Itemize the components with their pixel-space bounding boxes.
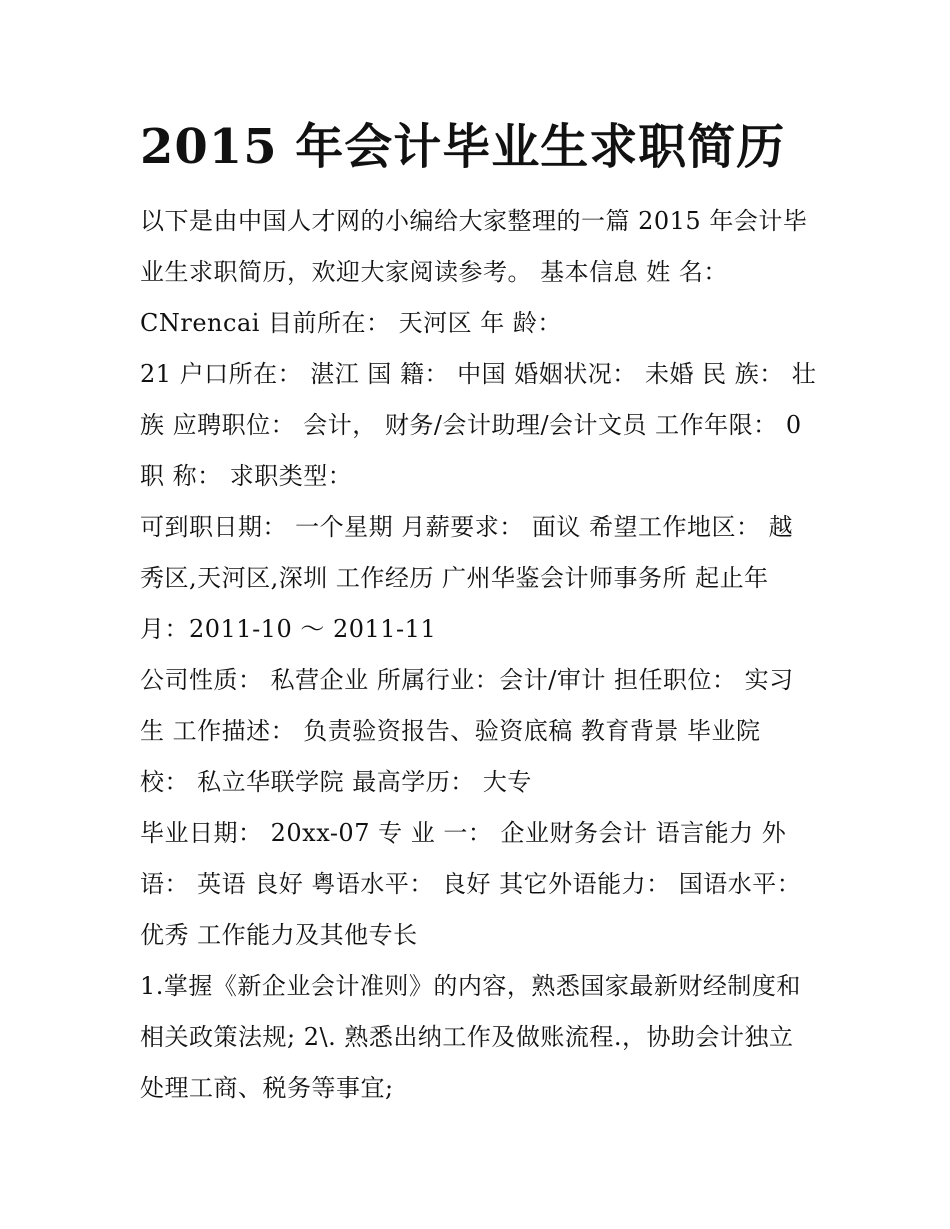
- body-line: 族 应聘职位： 会计， 财务/会计助理/会计文员 工作年限： 0: [140, 411, 802, 439]
- document-title: 2015 年会计毕业生求职简历: [140, 119, 786, 175]
- body-line: 秀区,天河区,深圳 工作经历 广州华鉴会计师事务所 起止年: [140, 564, 769, 592]
- body-line: 生 工作描述： 负责验资报告、验资底稿 教育背景 毕业院: [140, 717, 761, 745]
- body-line: 公司性质： 私营企业 所属行业：会计/审计 担任职位： 实习: [140, 666, 794, 694]
- body-line: 职 称： 求职类型：: [140, 462, 353, 490]
- body-line: 优秀 工作能力及其他专长: [140, 921, 418, 949]
- body-line: CNrencai 目前所在： 天河区 年 龄：: [140, 309, 562, 337]
- body-line: 业生求职简历，欢迎大家阅读参考。 基本信息 姓 名：: [140, 258, 728, 286]
- body-line: 校： 私立华联学院 最高学历： 大专: [140, 768, 532, 796]
- body-line: 毕业日期： 20xx-07 专 业 一： 企业财务会计 语言能力 外: [140, 819, 787, 847]
- body-line: 相关政策法规; 2\. 熟悉出纳工作及做账流程.，协助会计独立: [140, 1023, 794, 1051]
- body-line: 月：2011-10 ～ 2011-11: [140, 615, 437, 643]
- document-body: [140, 196, 820, 1114]
- body-line: 可到职日期： 一个星期 月薪要求： 面议 希望工作地区： 越: [140, 513, 794, 541]
- body-line: 以下是由中国人才网的小编给大家整理的一篇 2015 年会计毕: [140, 207, 808, 235]
- body-line: 处理工商、税务等事宜;: [140, 1074, 394, 1102]
- document-page: [140, 112, 820, 1114]
- body-line: 语： 英语 良好 粤语水平： 良好 其它外语能力： 国语水平：: [140, 870, 802, 898]
- body-line: 21 户口所在： 湛江 国 籍： 中国 婚姻状况： 未婚 民 族： 壮: [140, 360, 817, 388]
- body-line: 1.掌握《新企业会计准则》的内容，熟悉国家最新财经制度和: [140, 972, 801, 1000]
